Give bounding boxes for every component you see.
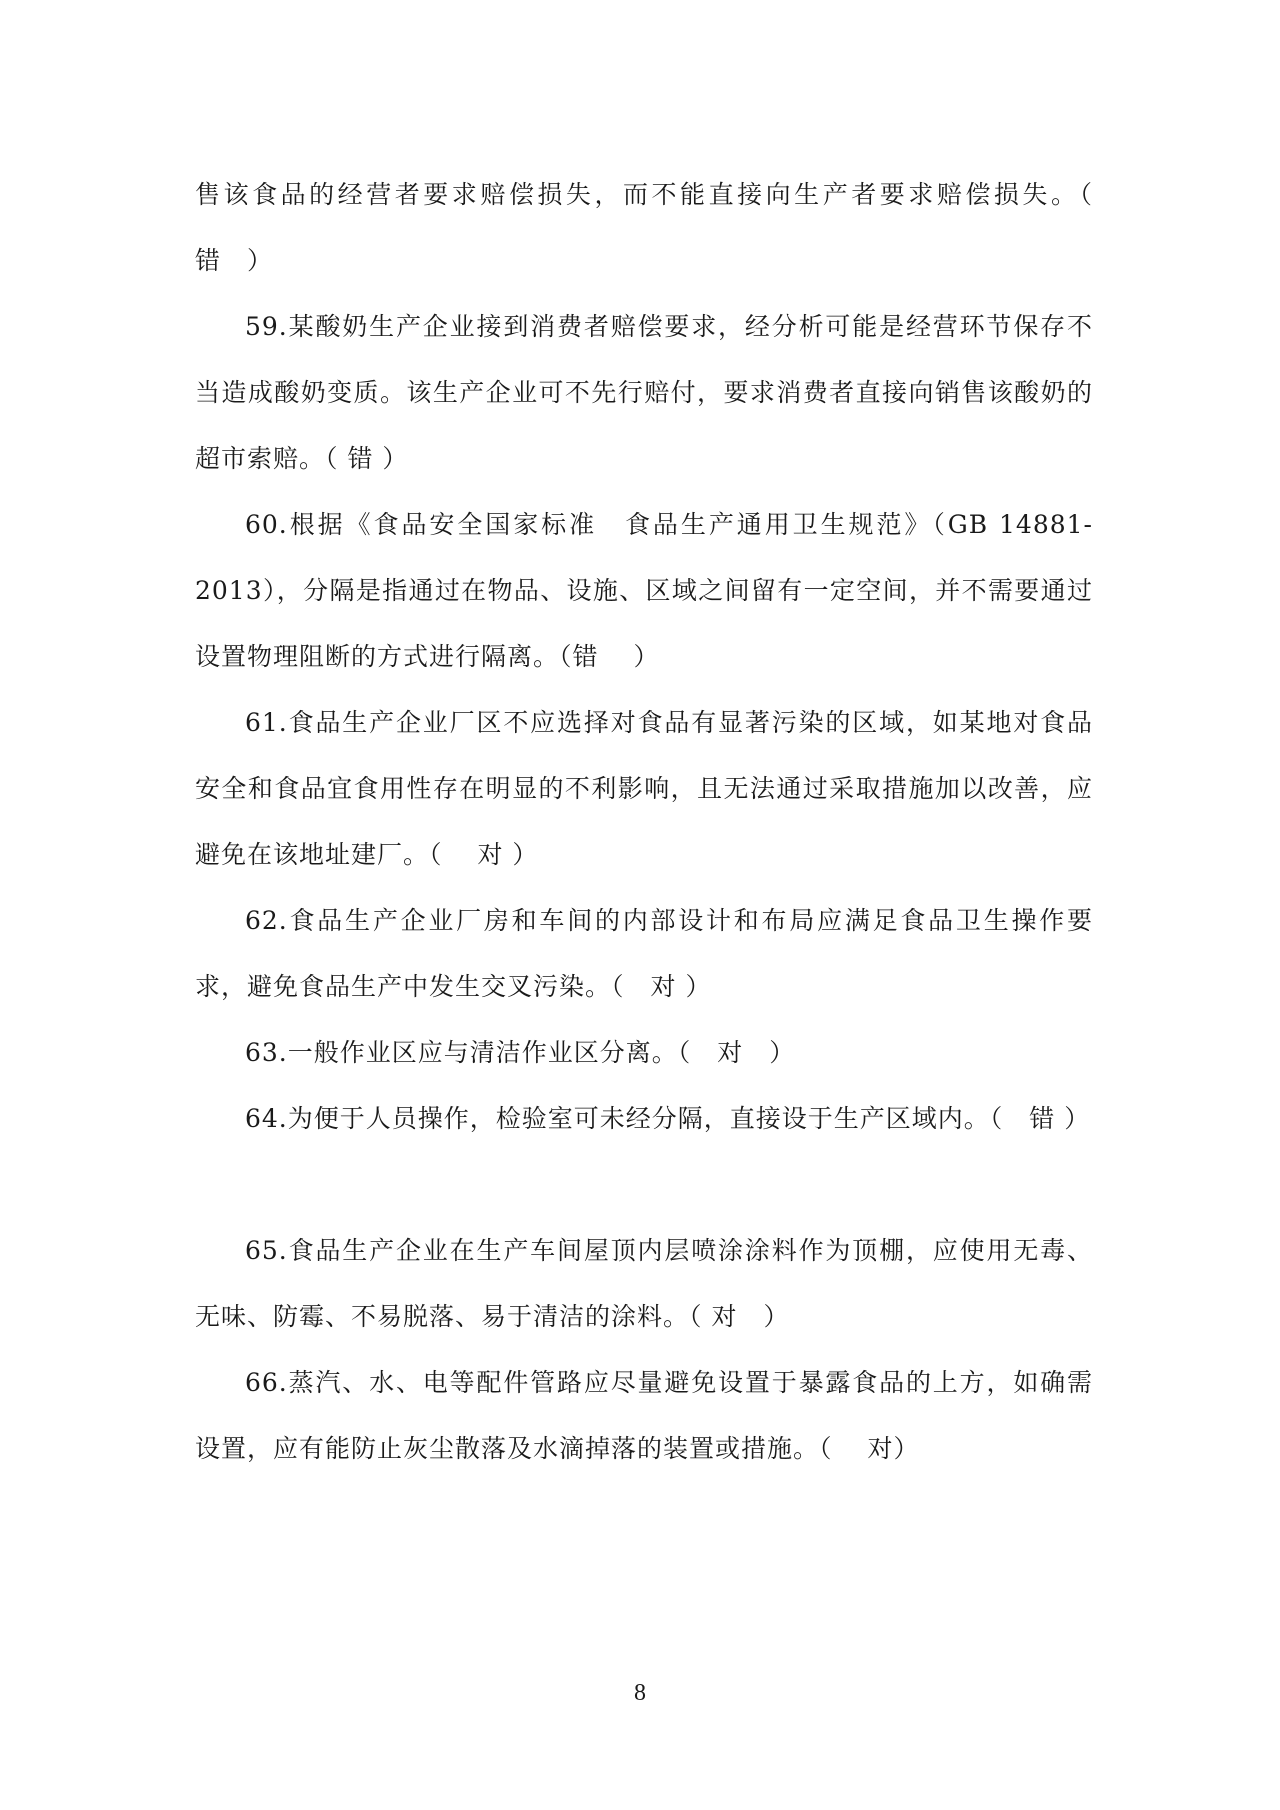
question-63: 63.一般作业区应与清洁作业区分离。（ 对 ） (245, 1038, 796, 1067)
question-65: 65.食品生产企业在生产车间屋顶内层喷涂涂料作为顶棚，应使用无毒、无味、防霉、不易脱落、易于清洁的涂料。（ 对 ） (195, 1236, 1093, 1331)
continued-question: 售该食品的经营者要求赔偿损失，而不能直接向生产者要求赔偿损失。（ 错 ） (195, 180, 1120, 275)
question-64: 64.为便于人员操作，检验室可未经分隔，直接设于生产区域内。（ 错 ） (245, 1104, 1091, 1133)
question-60: 60.根据《食品安全国家标准 食品生产通用卫生规范》（GB 14881-2013），分隔是指通过在物品、设施、区域之间留有一定空间，并不需要通过设置物理阻断的方式进行隔离。（错 ） (195, 510, 1093, 671)
page-number: 8 (634, 1680, 646, 1706)
question-61: 61.食品生产企业厂区不应选择对食品有显著污染的区域，如某地对食品安全和食品宜食用性存在明显的不利影响，且无法通过采取措施加以改善，应避免在该地址建厂。（ 对 ） (195, 708, 1093, 869)
question-59: 59.某酸奶生产企业接到消费者赔偿要求，经分析可能是经营环节保存不当造成酸奶变质。该生产企业可不先行赔付，要求消费者直接向销售该酸奶的超市索赔。（ 错 ） (195, 312, 1093, 473)
question-62: 62.食品生产企业厂房和车间的内部设计和布局应满足食品卫生操作要求，避免食品生产中发生交叉污染。（ 对 ） (195, 906, 1093, 1001)
question-66: 66.蒸汽、水、电等配件管路应尽量避免设置于暴露食品的上方，如确需设置，应有能防止灰尘散落及水滴掉落的装置或措施。（ 对） (195, 1368, 1093, 1463)
